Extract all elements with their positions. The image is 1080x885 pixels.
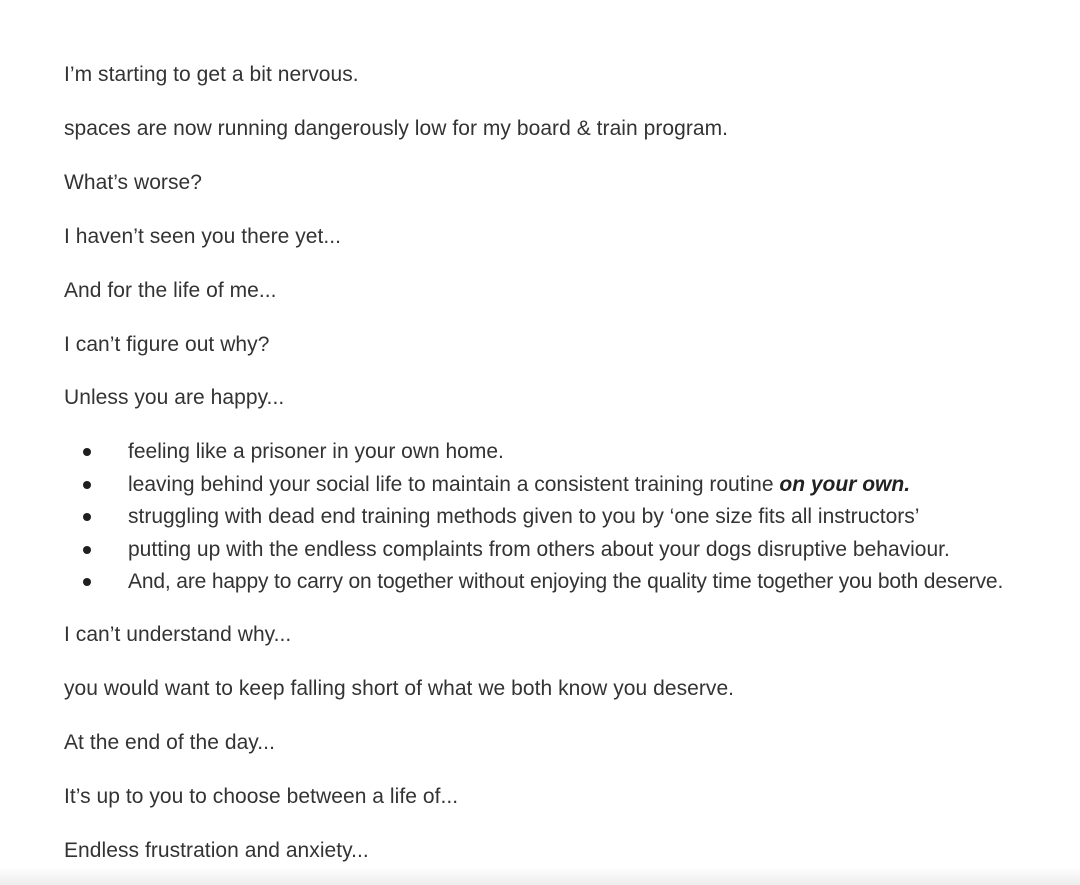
bullet-text: struggling with dead end training methods given to you by ‘one size fits all instructors’ [128,505,920,528]
bottom-fade-overlay [0,867,1080,885]
bullet-emphasis: on your own. [779,472,911,496]
paragraph-life-of-me: And for the life of me... [64,279,277,302]
bullet-dot-icon [83,578,91,586]
bullet-dot-icon [83,481,91,489]
paragraph-cant-understand: I can’t understand why... [64,623,292,646]
paragraph-havent-seen: I haven’t seen you there yet... [64,225,342,248]
bullet-item [64,438,1003,471]
bullet-dot-icon [83,448,91,456]
paragraph-whats-worse: What’s worse? [64,171,202,194]
bullet-text: leaving behind your social life to maintain a consistent training routine [128,472,780,496]
paragraph-unless-happy: Unless you are happy... [64,386,285,409]
paragraph-nervous: I’m starting to get a bit nervous. [64,63,359,86]
bullet-item [64,503,1003,536]
bullet-text: putting up with the endless complaints from others about your dogs disruptive behaviour. [128,537,950,561]
bullet-list [64,438,1003,601]
bullet-text: And, are happy to carry on together without enjoying the quality time together you both deserve. [128,570,1004,593]
paragraph-end-of-day: At the end of the day... [64,731,275,754]
paragraph-falling-short: you would want to keep falling short of what we both know you deserve. [64,677,735,700]
bullet-item [64,568,1003,601]
bullet-item [64,471,1003,504]
bullet-dot-icon [83,513,91,521]
paragraph-choose-between: It’s up to you to choose between a life of... [64,785,459,808]
paragraph-figure-out: I can’t figure out why? [64,333,270,356]
paragraph-spaces-low: spaces are now running dangerously low for my board & train program. [64,117,729,140]
paragraph-endless-frustration: Endless frustration and anxiety... [64,839,369,862]
bullet-dot-icon [83,546,91,554]
bullet-text: feeling like a prisoner in your own home. [128,440,504,463]
bullet-item [64,536,1003,569]
